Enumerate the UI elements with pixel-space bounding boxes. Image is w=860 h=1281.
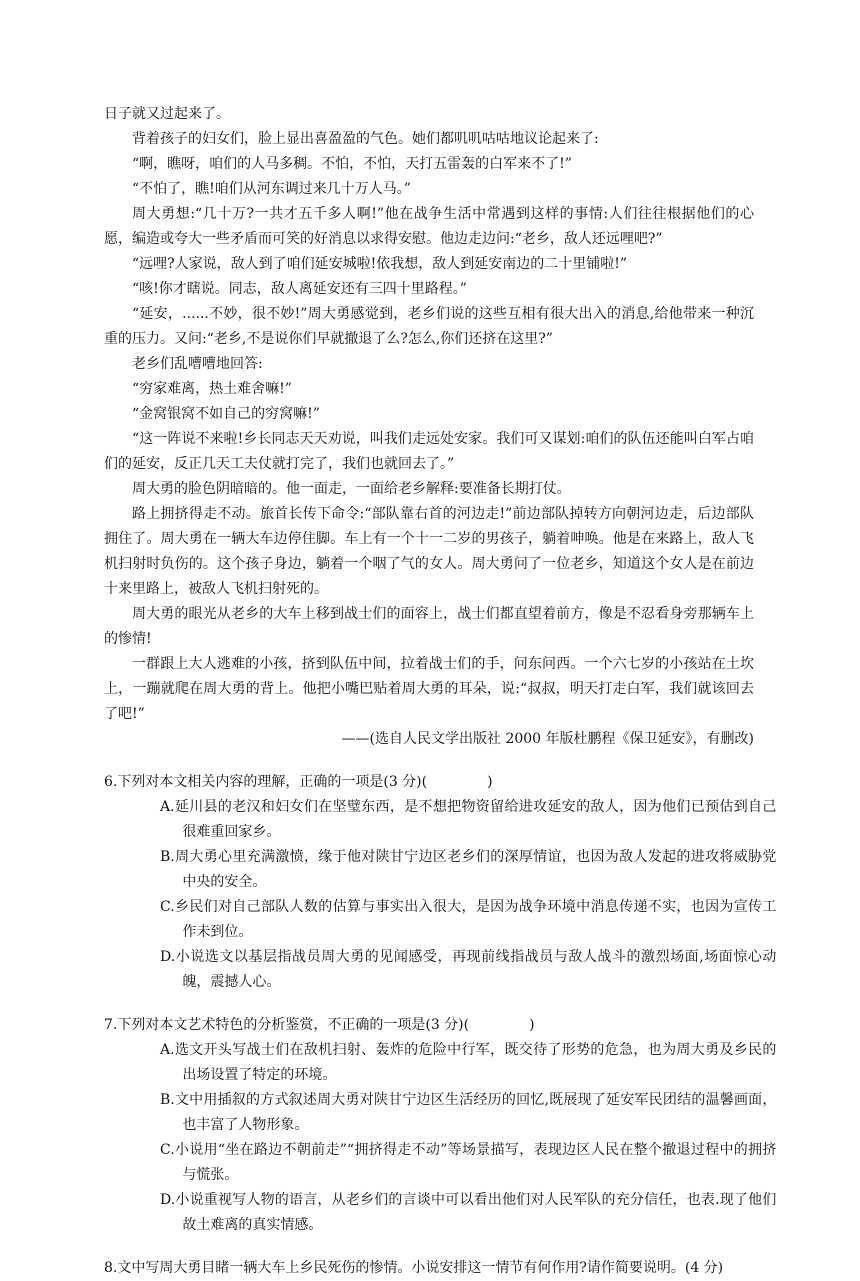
- story-paragraph: “延安，......不妙，很不妙!”周大勇感觉到，老乡们说的这些互相有很大出入的消息,给他带来一种沉重的压力。又问:“老乡,不是说你们早就撤退了么?怎么,你们还挤在这里?”: [104, 306, 754, 347]
- question-7-stem: 7.下列对本文艺术特色的分析鉴赏，不正确的一项是(3 分)( ): [104, 1017, 535, 1033]
- story-paragraph: “这一阵说不来啦!乡长同志天天劝说，叫我们走远处安家。我们可又谋划:咱们的队伍还能叫白军占咱们的延安，反正几天工夫仗就打完了，我们也就回去了。”: [104, 431, 754, 472]
- question-7-option-a: A.选文开头写战士们在敌机扫射、轰炸的危险中行军，既交待了形势的危急，也为周大勇及乡民的出场设置了特定的环境。: [160, 1042, 777, 1083]
- question-7-option-d: D.小说重视写人物的语言，从老乡们的言谈中可以看出他们对人民军队的充分信任，也表.现了他们故土难离的真实情感。: [160, 1192, 777, 1233]
- question-6-option-a: A.延川县的老汉和妇女们在坚璧东西，是不想把物资留给进攻延安的敌人，因为他们已预估到自己很难重回家乡。: [160, 799, 777, 840]
- story-paragraph: 周大勇的脸色阴暗暗的。他一面走，一面给老乡解释:要准备长期打仗。: [132, 481, 571, 497]
- source-citation: ——(选自人民文学出版社 2000 年版杜鹏程《保卫延安》，有删改): [341, 731, 754, 747]
- story-paragraph: “远哩?人家说，敌人到了咱们延安城啦!依我想，敌人到延安南边的二十里铺啦!”: [132, 256, 628, 272]
- story-paragraph: “不怕了，瞧!咱们从河东调过来几十万人马。”: [132, 181, 411, 197]
- story-paragraph: 周大勇的眼光从老乡的大车上移到战士们的面容上，战士们都直望着前方，像是不忍看身旁那辆车上的惨情!: [104, 606, 754, 647]
- question-6-stem: 6.下列对本文相关内容的理解，正确的一项是(3 分)( ): [104, 774, 493, 790]
- question-6-option-d: D.小说选文以基层指战员周大勇的见闻感受，再现前线指战员与敌人战斗的激烈场面,场面惊心动魄，震撼人心。: [160, 949, 777, 990]
- story-paragraph: 日子就又过起来了。: [104, 106, 230, 122]
- question-7-option-c: C.小说用“坐在路边不朝前走”“拥挤得走不动”等场景描写，表现边区人民在整个撤退过程中的拥挤与慌张。: [160, 1142, 777, 1183]
- story-paragraph: “金窝银窝不如自己的穷窝嘛!”: [132, 406, 320, 422]
- story-paragraph: “穷家难离，热土难舍嘛!”: [132, 381, 292, 397]
- story-paragraph: “咳!你才瞎说。同志，敌人离延安还有三四十里路程。”: [132, 281, 467, 297]
- question-7-option-b: B.文中用插叙的方式叙述周大勇对陕甘宁边区生活经历的回忆,既展现了延安军民团结的温馨画面，也丰富了人物形象。: [160, 1092, 777, 1133]
- story-paragraph: “啊，瞧呀，咱们的人马多稠。不怕，不怕，天打五雷轰的白军来不了!”: [132, 156, 572, 172]
- story-paragraph: 一群跟上大人逃难的小孩，挤到队伍中间，拉着战士们的手，问东问西。一个六七岁的小孩站在土坎上，一蹦就爬在周大勇的背上。他把小嘴巴贴着周大勇的耳朵，说:“叔叔，明天打走白军，我们就该回去了吧!”: [104, 656, 754, 722]
- story-paragraph: 周大勇想:“几十万?一共才五千多人啊!”他在战争生活中常遇到这样的事情:人们往往根据他们的心愿，编造或夸大一些矛盾而可笑的好消息以求得安慰。他边走边问:“老乡，敌人还远哩吧?”: [104, 206, 754, 247]
- question-6-option-c: C.乡民们对自己部队人数的估算与事实出入很大，是因为战争环境中消息传递不实，也因为宣传工作未到位。: [160, 899, 777, 940]
- question-6-option-b: B.周大勇心里充满激愤，缘于他对陕甘宁边区老乡们的深厚情谊，也因为敌人发起的进攻将威胁党中央的安全。: [160, 849, 777, 890]
- question-8-stem: 8.文中写周大勇目睹一辆大车上乡民死伤的惨情。小说安排这一情节有何作用?请作简要说明。(4 分): [104, 1260, 724, 1276]
- story-paragraph: 老乡们乱嘈嘈地回答:: [132, 356, 263, 372]
- story-paragraph: 背着孩子的妇女们，脸上显出喜盈盈的气色。她们都叽叽咕咕地议论起来了:: [132, 131, 599, 147]
- story-paragraph: 路上拥挤得走不动。旅首长传下命令:“部队靠右首的河边走!”前边部队掉转方向朝河边走，后边部队拥住了。周大勇在一辆大车边停住脚。车上有一个十一二岁的男孩子，躺着呻唤。他是在来路上，敌人飞机扫射时负伤的。这个孩子身边，躺着一个咽了气的女人。周大勇问了一位老乡，知道这个女人是在前边十来里路上，被敌人飞机扫射死的。: [104, 506, 754, 597]
